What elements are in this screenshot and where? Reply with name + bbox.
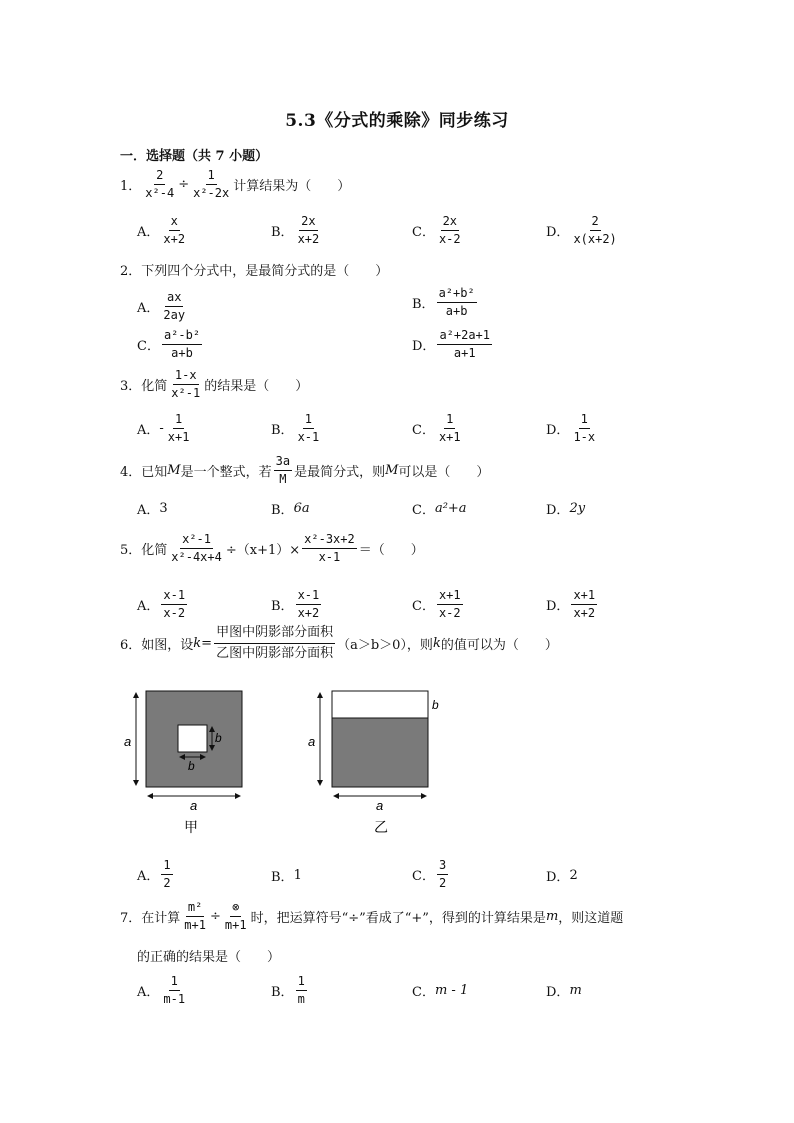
question-7: 7．在计算 $\frac{\text{m²}}{m+1}$ ÷ $\frac{\otimes}{m+1}$ 时，把运算符号“÷”看成了“+”，得到的计算结果是 m ，则这道题 [120,900,624,932]
question-2: 2．下列四个分式中，是最简分式的是（ ） [120,264,389,279]
q4-fraction: $\frac{3a}{M}$ [275,454,291,486]
q7-option-c[interactable]: C． m - 1 [412,983,469,1000]
q4-option-a[interactable]: A． 3 [137,501,168,518]
q5-option-a[interactable]: A． $\frac{x-1}{x-2}$ [137,588,186,620]
q3-option-d[interactable]: D． $\frac{1}{1-x}$ [546,412,596,444]
question-7-line-2: 的正确的结果是（ ） [137,950,281,965]
yi-label-b: b [432,698,439,712]
figure-yi [302,684,452,839]
q2-option-c[interactable]: C． $\frac{\text{a²-b²}}{a+b}$ [137,328,201,360]
figure-jia [118,684,258,839]
yi-label-a-side: a [308,734,316,749]
q6-option-d[interactable]: D． 2 [546,868,578,885]
q1-option-a[interactable]: A． $\frac{x}{x+2}$ [137,214,186,246]
q1-text: 计算结果为（ ） [233,179,351,194]
q1-option-b[interactable]: B． $\frac{2x}{x+2}$ [271,214,320,246]
q5-fraction-1: $\frac{\text{x²-1}}{\text{x²-4x+4}}$ [171,532,222,564]
q1-option-d[interactable]: D． $\frac{2}{x(x+2)}$ [546,214,617,246]
q6-option-c[interactable]: C． $\frac{3}{2}$ [412,858,447,890]
jia-inner-square [178,725,207,752]
q3-option-a[interactable]: A． - $\frac{1}{x+1}$ [137,412,190,444]
question-5: 5．化简 $\frac{\text{x²-1}}{\text{x²-4x+4}}$ ÷（x+1）× $\frac{\text{x²-3x+2}}{x-1}$ ＝（ ） [120,532,424,564]
q3-option-c[interactable]: C． $\frac{1}{x+1}$ [412,412,461,444]
q1-number: 1． [120,179,142,194]
q4-option-b[interactable]: B． 6a [271,501,310,518]
q6-fraction: $\frac{\text{甲图中阴影部分面积}}{\text{乙图中阴影部分面积}}$ [216,625,334,661]
yi-label-a-bottom: a [376,798,384,813]
q5-option-b[interactable]: B． $\frac{x-1}{x+2}$ [271,588,320,620]
q6-option-a[interactable]: A． $\frac{1}{2}$ [137,858,171,890]
q7-option-a[interactable]: A． $\frac{1}{m-1}$ [137,974,186,1006]
q6-option-b[interactable]: B． 1 [271,868,302,885]
q7-option-b[interactable]: B． $\frac{1}{m}$ [271,974,305,1006]
q3-option-b[interactable]: B． $\frac{1}{x-1}$ [271,412,320,444]
q1-fraction-1: $\frac{2}{\text{x²-4}}$ [145,168,175,200]
q2-option-a[interactable]: A． $\frac{ax}{2ay}$ [137,290,186,322]
question-3: 3．化简 $\frac{1-x}{\text{x²-1}}$ 的结果是（ ） [120,368,309,400]
question-4: 4．已知 M 是一个整式，若 $\frac{3a}{M}$ 是最简分式，则 M 可以是（ ） [120,454,490,486]
q2-option-b[interactable]: B． $\frac{\text{a²+b²}}{a+b}$ [412,286,475,318]
q5-option-d[interactable]: D． $\frac{x+1}{x+2}$ [546,588,596,620]
question-6: 6．如图，设 k = $\frac{\text{甲图中阴影部分面积}}{\text{乙图中阴影部分面积}}$ （a＞b＞0），则 k 的值可以为（ ） [120,625,558,661]
q4-option-d[interactable]: D． 2y [546,501,586,518]
section-heading: 一．选择题（共 7 小题） [120,149,269,164]
page-title: 5.3《分式的乘除》同步练习 [285,111,509,131]
q1-operator: ÷ [178,177,190,192]
q2-option-d[interactable]: D． $\frac{\text{a²+2a+1}}{a+1}$ [412,328,491,360]
jia-label-a-side: a [124,734,132,749]
jia-label-a-bottom: a [190,798,198,813]
q7-option-d[interactable]: D． m [546,983,582,1000]
jia-label-b-side: b [215,731,222,745]
q1-fraction-2: $\frac{1}{\text{x²-2x}}$ [193,168,230,200]
q1-option-c[interactable]: C． $\frac{2x}{x-2}$ [412,214,461,246]
yi-caption: 乙 [374,819,388,835]
question-1 [120,168,350,201]
q5-option-c[interactable]: C． $\frac{x+1}{x-2}$ [412,588,461,620]
yi-top-strip [332,691,428,718]
q5-fraction-2: $\frac{\text{x²-3x+2}}{x-1}$ [304,532,355,564]
q7-fraction-1: $\frac{\text{m²}}{m+1}$ [184,900,206,932]
jia-caption: 甲 [184,819,198,835]
q4-option-c[interactable]: C． a²+a [412,501,467,518]
jia-label-b-bottom: b [188,759,195,773]
q7-fraction-2: $\frac{\otimes}{m+1}$ [224,900,247,932]
q3-fraction: $\frac{1-x}{\text{x²-1}}$ [171,368,201,400]
